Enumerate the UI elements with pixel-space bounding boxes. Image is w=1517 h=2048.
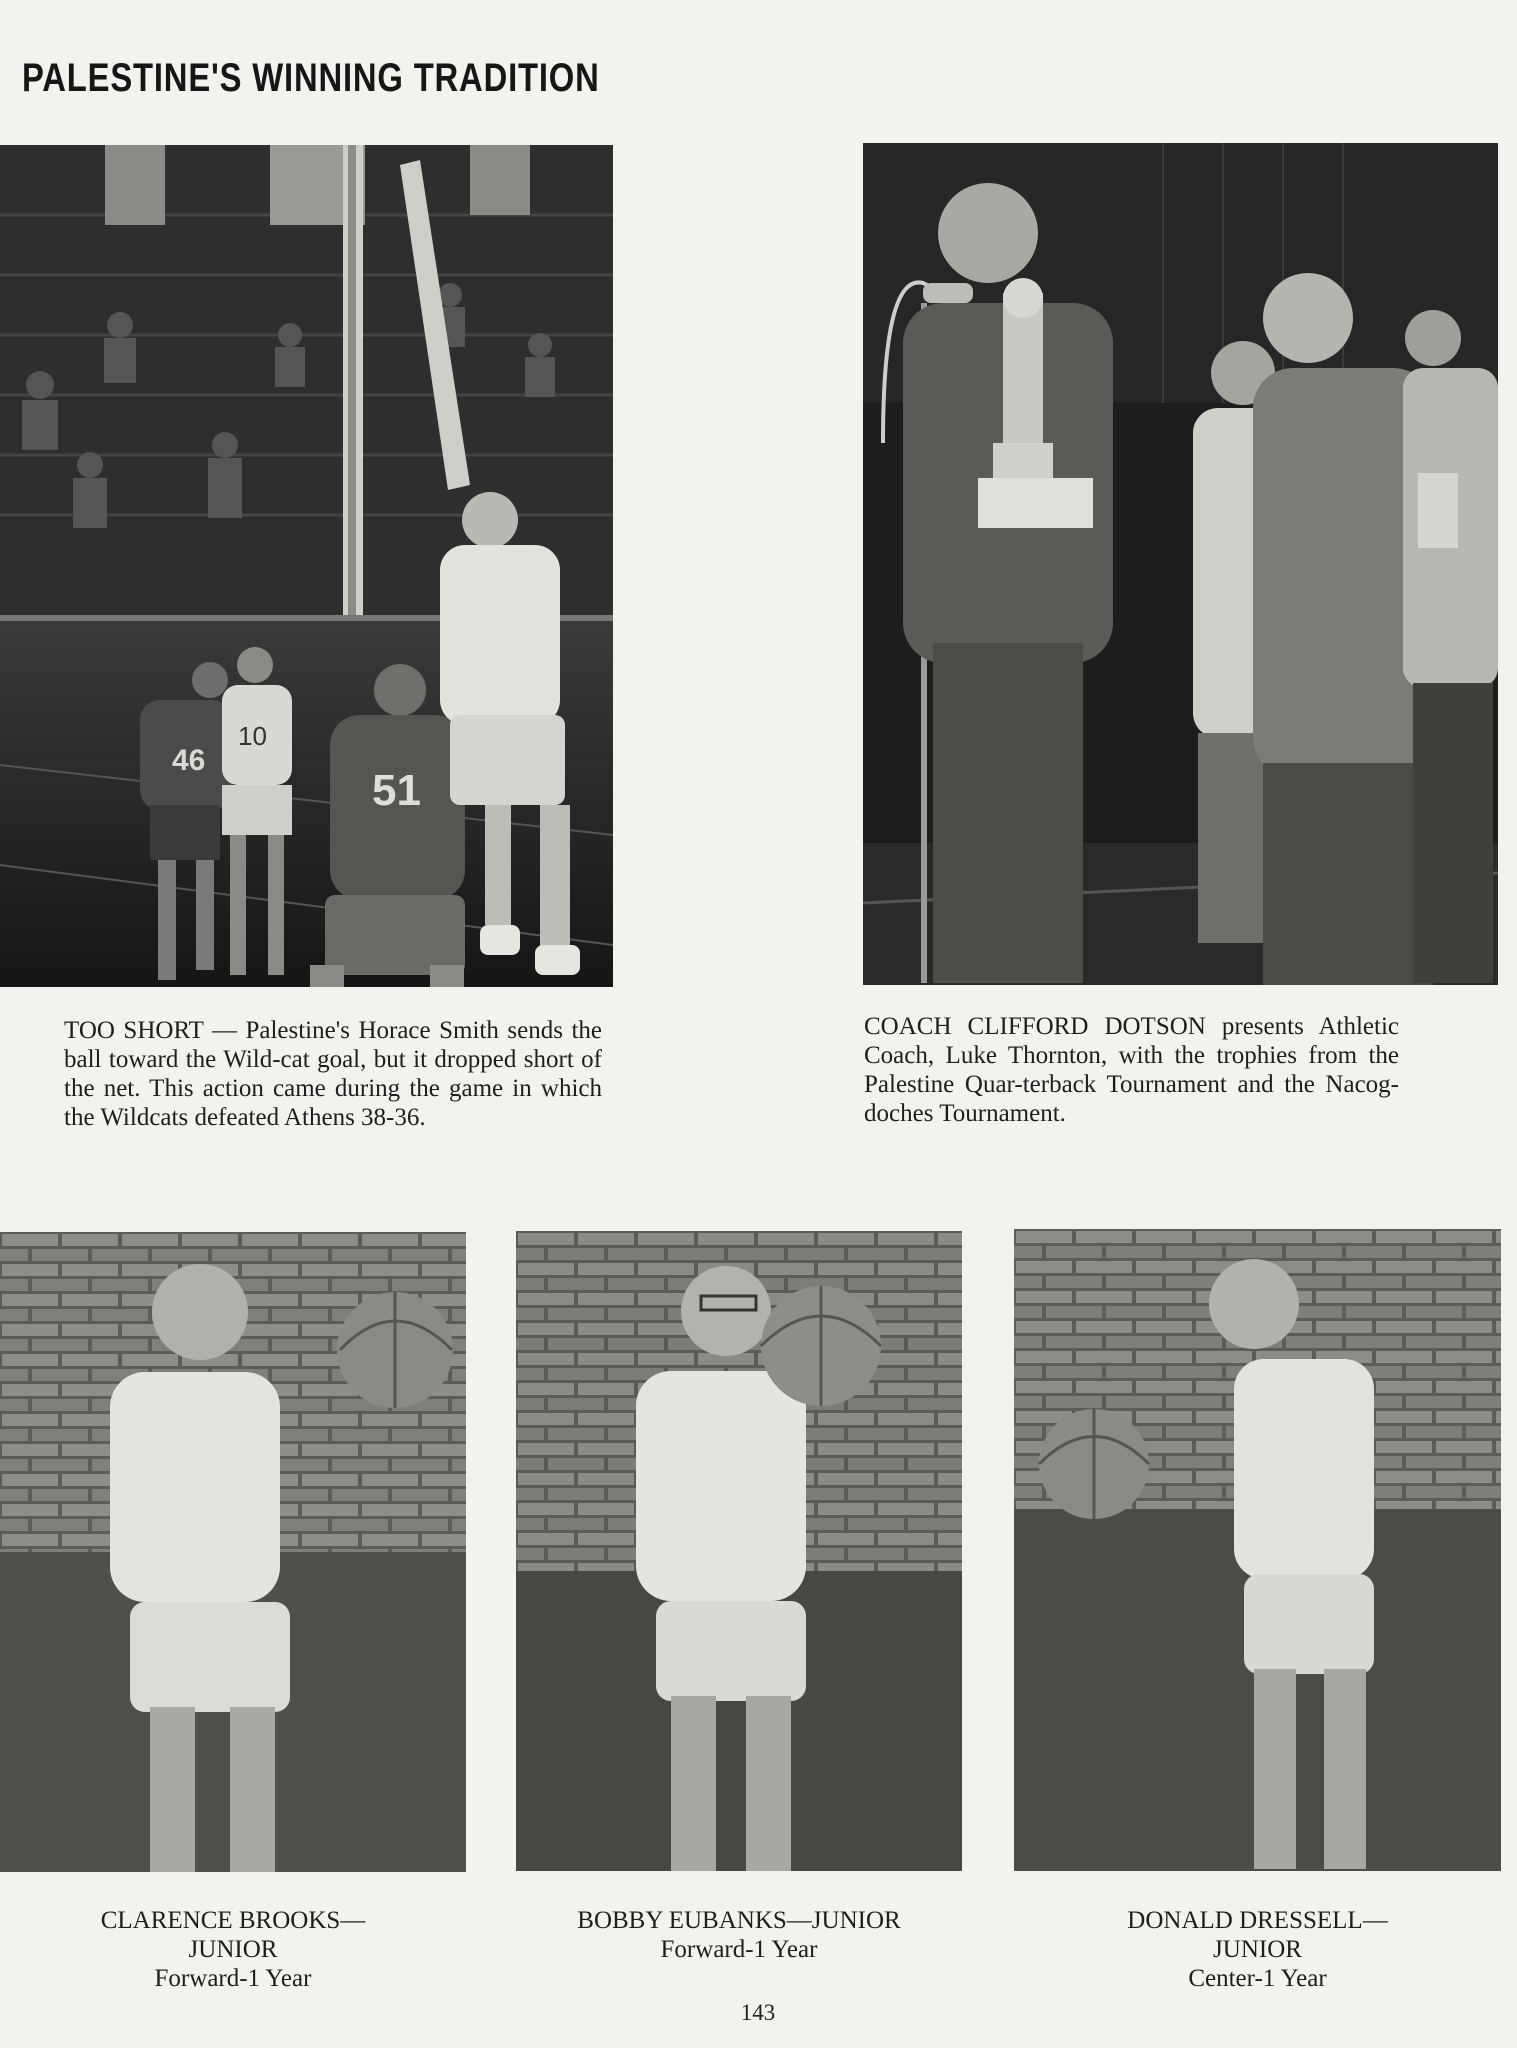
player-class: JUNIOR (1213, 1936, 1302, 1963)
jersey-51: 51 (372, 766, 421, 815)
player-position: Forward-1 Year (154, 1965, 312, 1992)
caption-clarence-brooks (0, 1906, 466, 1993)
player-name: BOBBY EUBANKS—JUNIOR (577, 1907, 901, 1934)
photo-bobby-eubanks (516, 1231, 962, 1871)
photo-donald-dressell (1014, 1229, 1501, 1871)
jersey-46: 46 (172, 744, 206, 777)
photo-clarence-brooks (0, 1232, 466, 1872)
player-position: Forward-1 Year (660, 1936, 818, 1963)
page-number: 143 (740, 2000, 776, 2025)
caption-game-action: TOO SHORT — Palestine's Horace Smith sends the ball toward the Wild-cat goal, but it dropped short of the net. This action came during the game in which the Wildcats defeated Athens 38-36. (64, 1017, 602, 1131)
caption-trophy-presentation: COACH CLIFFORD DOTSON presents Athletic Coach, Luke Thornton, with the trophies from the Palestine Quar-terback Tournament and the Nacog-doches Tournament. (864, 1013, 1399, 1127)
photo-trophy-presentation (863, 143, 1498, 985)
caption-donald-dressell (1014, 1906, 1501, 1993)
player-name: CLARENCE BROOKS— (100, 1907, 366, 1934)
page-title: PALESTINE'S WINNING TRADITION (22, 56, 600, 100)
photo-game-action (0, 145, 613, 987)
player-name: DONALD DRESSELL— (1127, 1907, 1388, 1934)
caption-bobby-eubanks (516, 1906, 962, 1964)
player-position: Center-1 Year (1188, 1965, 1327, 1992)
jersey-10: 10 (238, 721, 267, 751)
player-class: JUNIOR (188, 1936, 278, 1963)
